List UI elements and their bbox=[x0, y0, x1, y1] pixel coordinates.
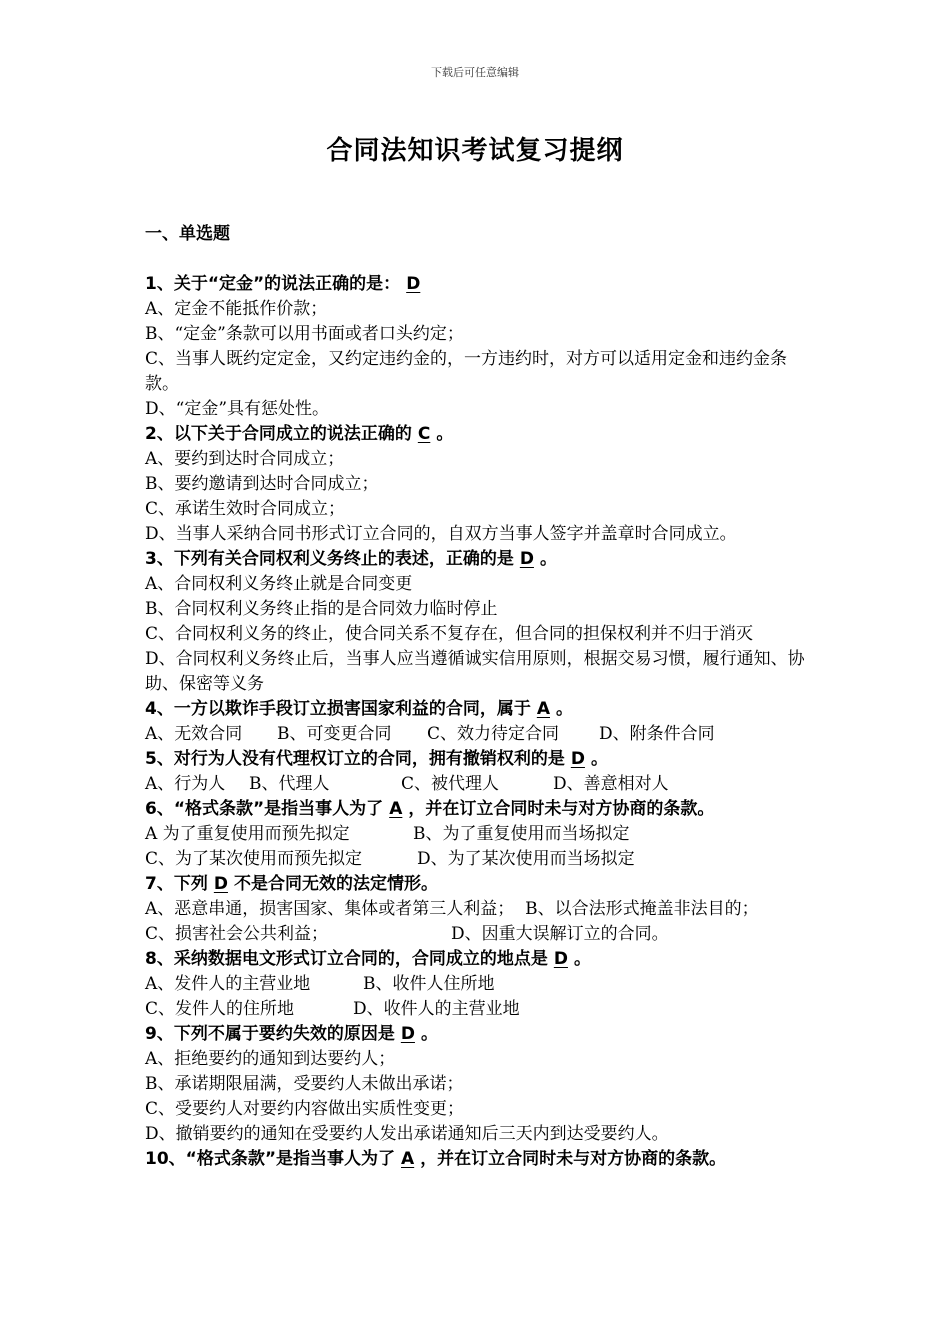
section-heading: 一、单选题 bbox=[145, 224, 230, 244]
option-d: D、附条件合同 bbox=[599, 724, 715, 744]
question-text: 5、对行为人没有代理权订立的合同，拥有撤销权利的是 bbox=[145, 749, 565, 769]
option-c: C、发件人的住所地 bbox=[145, 999, 295, 1019]
answer: D bbox=[406, 274, 421, 294]
option-c: C、受要约人对要约内容做出实质性变更； bbox=[145, 1099, 465, 1119]
option-d: D、为了某次使用而当场拟定 bbox=[417, 849, 635, 869]
option-c: C、效力待定合同 bbox=[427, 724, 560, 744]
option-a: A 为了重复使用而预先拟定 bbox=[145, 824, 350, 844]
option-b: B、合同权利义务终止指的是合同效力临时停止 bbox=[145, 599, 498, 619]
option-a: A、拒绝要约的通知到达要约人； bbox=[145, 1049, 396, 1069]
option-b: B、要约邀请到达时合同成立； bbox=[145, 474, 379, 494]
question-tail: 。 bbox=[420, 1024, 438, 1044]
answer: C bbox=[417, 424, 431, 444]
option-b: B、代理人 bbox=[249, 774, 330, 794]
option-c: C、承诺生效时合同成立； bbox=[145, 499, 346, 519]
question-1 bbox=[145, 272, 810, 297]
answer: D bbox=[570, 749, 585, 769]
question-text: 6、“格式条款”是指当事人为了 bbox=[145, 799, 384, 819]
option-a: A、要约到达时合同成立； bbox=[145, 449, 345, 469]
option-b: B、“定金”条款可以用书面或者口头约定； bbox=[145, 324, 464, 344]
question-9 bbox=[145, 1022, 810, 1047]
answer: A bbox=[389, 799, 403, 819]
option-b: B、可变更合同 bbox=[277, 724, 392, 744]
question-text: 2、以下关于合同成立的说法正确的 bbox=[145, 424, 412, 444]
question-7 bbox=[145, 872, 810, 897]
question-tail: 。 bbox=[573, 949, 591, 969]
question-tail: ，并在订立合同时未与对方协商的条款。 bbox=[420, 1149, 727, 1169]
option-a: A、定金不能抵作价款； bbox=[145, 299, 328, 319]
answer: D bbox=[400, 1024, 415, 1044]
options-row bbox=[145, 772, 810, 797]
option-c: C、被代理人 bbox=[401, 774, 500, 794]
question-text: 4、一方以欺诈手段订立损害国家利益的合同，属于 bbox=[145, 699, 531, 719]
options-row bbox=[145, 822, 810, 847]
question-2 bbox=[145, 422, 810, 447]
option-d: D、撤销要约的通知在受要约人发出承诺通知后三天内到达受要约人。 bbox=[145, 1124, 669, 1144]
option-d: D、善意相对人 bbox=[553, 774, 669, 794]
question-text: 8、采纳数据电文形式订立合同的，合同成立的地点是 bbox=[145, 949, 548, 969]
answer: D bbox=[553, 949, 568, 969]
option-c: C、为了某次使用而预先拟定 bbox=[145, 849, 363, 869]
options-row bbox=[145, 972, 810, 997]
question-tail: 。 bbox=[590, 749, 608, 769]
question-tail: 。 bbox=[539, 549, 557, 569]
answer: A bbox=[401, 1149, 415, 1169]
options-row bbox=[145, 997, 810, 1022]
question-tail: ，并在订立合同时未与对方协商的条款。 bbox=[408, 799, 715, 819]
option-a: A、恶意串通，损害国家、集体或者第三人利益； bbox=[145, 899, 515, 919]
question-10 bbox=[145, 1147, 810, 1172]
question-3 bbox=[145, 547, 810, 572]
option-d: D、当事人采纳合同书形式订立合同的，自双方当事人签字并盖章时合同成立。 bbox=[145, 524, 737, 544]
document-title: 合同法知识考试复习提纲 bbox=[326, 136, 624, 166]
question-tail: 不是合同无效的法定情形。 bbox=[233, 874, 438, 894]
answer: D bbox=[519, 549, 534, 569]
option-c: C、合同权利义务的终止，使合同关系不复存在，但合同的担保权利并不归于消灭 bbox=[145, 624, 754, 644]
option-c: C、损害社会公共利益； bbox=[145, 924, 329, 944]
option-c: C、当事人既约定定金，又约定违约金的，一方违约时，对方可以适用定金和违约金条款。 bbox=[145, 349, 788, 394]
answer: D bbox=[213, 874, 228, 894]
option-a: A、发件人的主营业地 bbox=[145, 974, 311, 994]
question-text: 1、关于“定金”的说法正确的是： bbox=[145, 274, 401, 294]
option-b: B、以合法形式掩盖非法目的； bbox=[525, 899, 759, 919]
options-row bbox=[145, 722, 810, 747]
option-d: D、合同权利义务终止后，当事人应当遵循诚实信用原则，根据交易习惯，履行通知、协助、保密等义务 bbox=[145, 649, 805, 694]
answer: A bbox=[536, 699, 550, 719]
option-a: A、无效合同 bbox=[145, 724, 243, 744]
document-body bbox=[145, 222, 810, 1172]
options-row bbox=[145, 847, 810, 872]
option-d: D、收件人的主营业地 bbox=[353, 999, 520, 1019]
question-tail: 。 bbox=[436, 424, 454, 444]
question-4 bbox=[145, 697, 810, 722]
question-text: 9、下列不属于要约失效的原因是 bbox=[145, 1024, 395, 1044]
option-d: D、因重大误解订立的合同。 bbox=[451, 924, 669, 944]
header-note: 下载后可任意编辑 bbox=[431, 66, 519, 79]
question-8 bbox=[145, 947, 810, 972]
option-b: B、为了重复使用而当场拟定 bbox=[413, 824, 630, 844]
option-a: A、行为人 bbox=[145, 774, 226, 794]
question-text: 10、“格式条款”是指当事人为了 bbox=[145, 1149, 396, 1169]
question-5 bbox=[145, 747, 810, 772]
option-b: B、承诺期限届满，受要约人未做出承诺； bbox=[145, 1074, 464, 1094]
question-tail: 。 bbox=[556, 699, 573, 719]
option-b: B、收件人住所地 bbox=[363, 974, 495, 994]
option-a: A、合同权利义务终止就是合同变更 bbox=[145, 574, 413, 594]
question-6 bbox=[145, 797, 810, 822]
options-row bbox=[145, 922, 810, 947]
option-d: D、“定金”具有惩处性。 bbox=[145, 399, 330, 419]
question-text: 3、下列有关合同权利义务终止的表述，正确的是 bbox=[145, 549, 514, 569]
options-row bbox=[145, 897, 810, 922]
question-text: 7、下列 bbox=[145, 874, 208, 894]
